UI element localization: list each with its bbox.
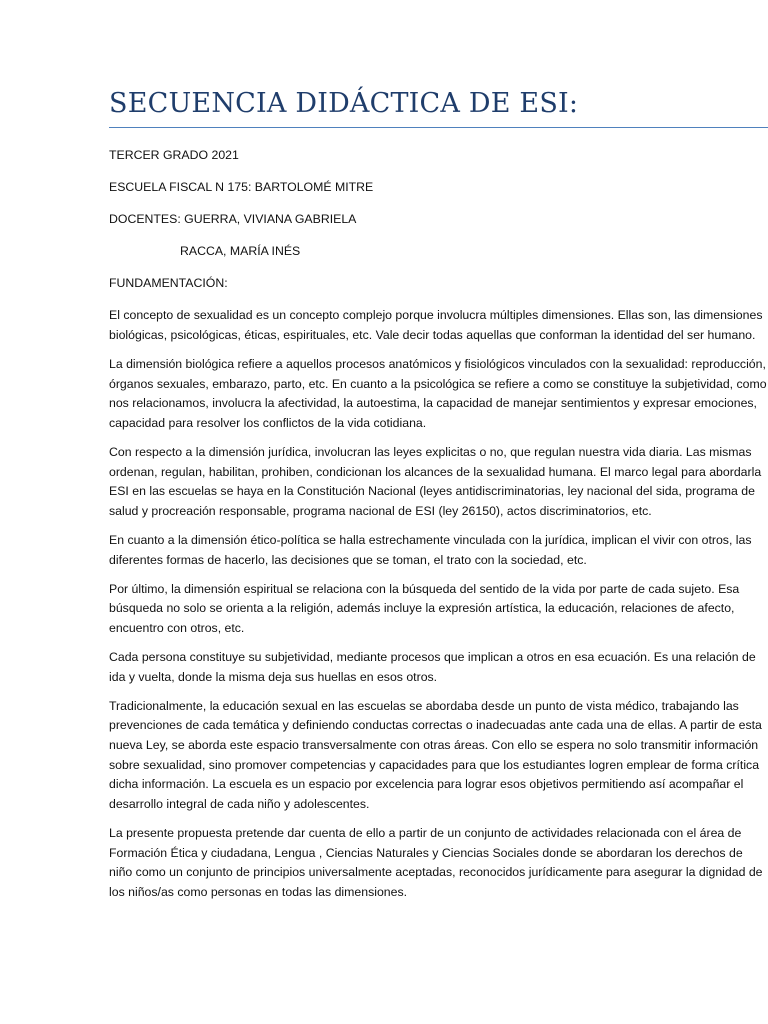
section-heading: FUNDAMENTACIÓN: bbox=[109, 276, 228, 291]
grade-line: TERCER GRADO 2021 bbox=[109, 148, 239, 162]
paragraph: Con respecto a la dimensión jurídica, involucran las leyes explicitas o no, que regulan nuestra vida diaria. Las mismas ordenan, regulan, habilitan, prohiben, condicionan los alcances de la sexualidad humana. El marco legal para abordarla ESI en las escuelas se haya en la Constitución Nacional (leyes antidiscriminatorias, ley nacional del sida, programa de salud y procreación responsable, programa nacional de ESI (ley 26150), actos discriminatorios, etc. bbox=[109, 445, 762, 519]
teachers-line: DOCENTES: GUERRA, VIVIANA GABRIELA bbox=[109, 212, 357, 227]
school-line: ESCUELA FISCAL N 175: BARTOLOMÉ MITRE bbox=[109, 180, 374, 195]
paragraph: Cada persona constituye su subjetividad, mediante procesos que implican a otros en esa ecuación. Es una relación de ida y vuelta, donde la misma deja sus huellas en esos otros. bbox=[109, 649, 756, 684]
paragraph: La presente propuesta pretende dar cuenta de ello a partir de un conjunto de actividades relacionada con el área de Formación Ética y ciudadana, Lengua , Ciencias Naturales y Ciencias Sociales donde se abordaran los derechos de niño como un conjunto de principios universalmente aceptadas, reconocidos jurídicamente para asegurar la dignidad de los niños/as como personas en todas las dimensiones. bbox=[109, 825, 763, 900]
teacher-second-line: RACCA, MARÍA INÉS bbox=[180, 244, 301, 259]
title-underline bbox=[109, 127, 768, 128]
paragraph: Por último, la dimensión espiritual se relaciona con la búsqueda del sentido de la vida por parte de cada sujeto. Esa búsqueda no solo se orienta a la religión, además incluye la expresión artística, la educación, relaciones de afecto, encuentro con otros, etc. bbox=[109, 581, 740, 636]
document-title: SECUENCIA DIDÁCTICA DE ESI: bbox=[109, 88, 579, 119]
paragraph: La dimensión biológica refiere a aquellos procesos anatómicos y fisiológicos vinculados con la sexualidad: reproducción, órganos sexuales, embarazo, parto, etc. En cuanto a la psicológica se refiere a como se constituye la subjetividad, como nos relacionamos, involucra la afectividad, la autoestima, la capacidad de manejar sentimientos y expresar emociones, capacidad para resolver los conflictos de la vida cotidiana. bbox=[109, 357, 767, 431]
paragraph: Tradicionalmente, la educación sexual en las escuelas se abordaba desde un punto de vista médico, trabajando las prevenciones de cada temática y definiendo conductas correctas o inadecuadas ante cada una de ellas. A partir de esta nueva Ley, se aborda este espacio transversalmente con otras áreas. Con ello se espera no solo transmitir información sobre sexualidad, sino promover competencias y capacidades para que los estudiantes logren emplear de forma crítica dicha información. La escuela es un espacio por excelencia para lograr esos objetivos permitiendo así acompañar el desarrollo integral de cada niño y adolescentes. bbox=[109, 698, 762, 812]
paragraph: El concepto de sexualidad es un concepto complejo porque involucra múltiples dimensiones. Ellas son, las dimensiones biológicas, psicológicas, éticas, espirituales, etc. Vale decir todas aquellas que conforman la identidad del ser humano. bbox=[109, 308, 763, 343]
paragraph: En cuanto a la dimensión ético-política se halla estrechamente vinculada con la jurídica, implican el vivir con otros, las diferentes formas de hacerlo, las decisiones que se toman, el trato con la sociedad, etc. bbox=[109, 533, 752, 567]
document-body bbox=[109, 146, 767, 912]
